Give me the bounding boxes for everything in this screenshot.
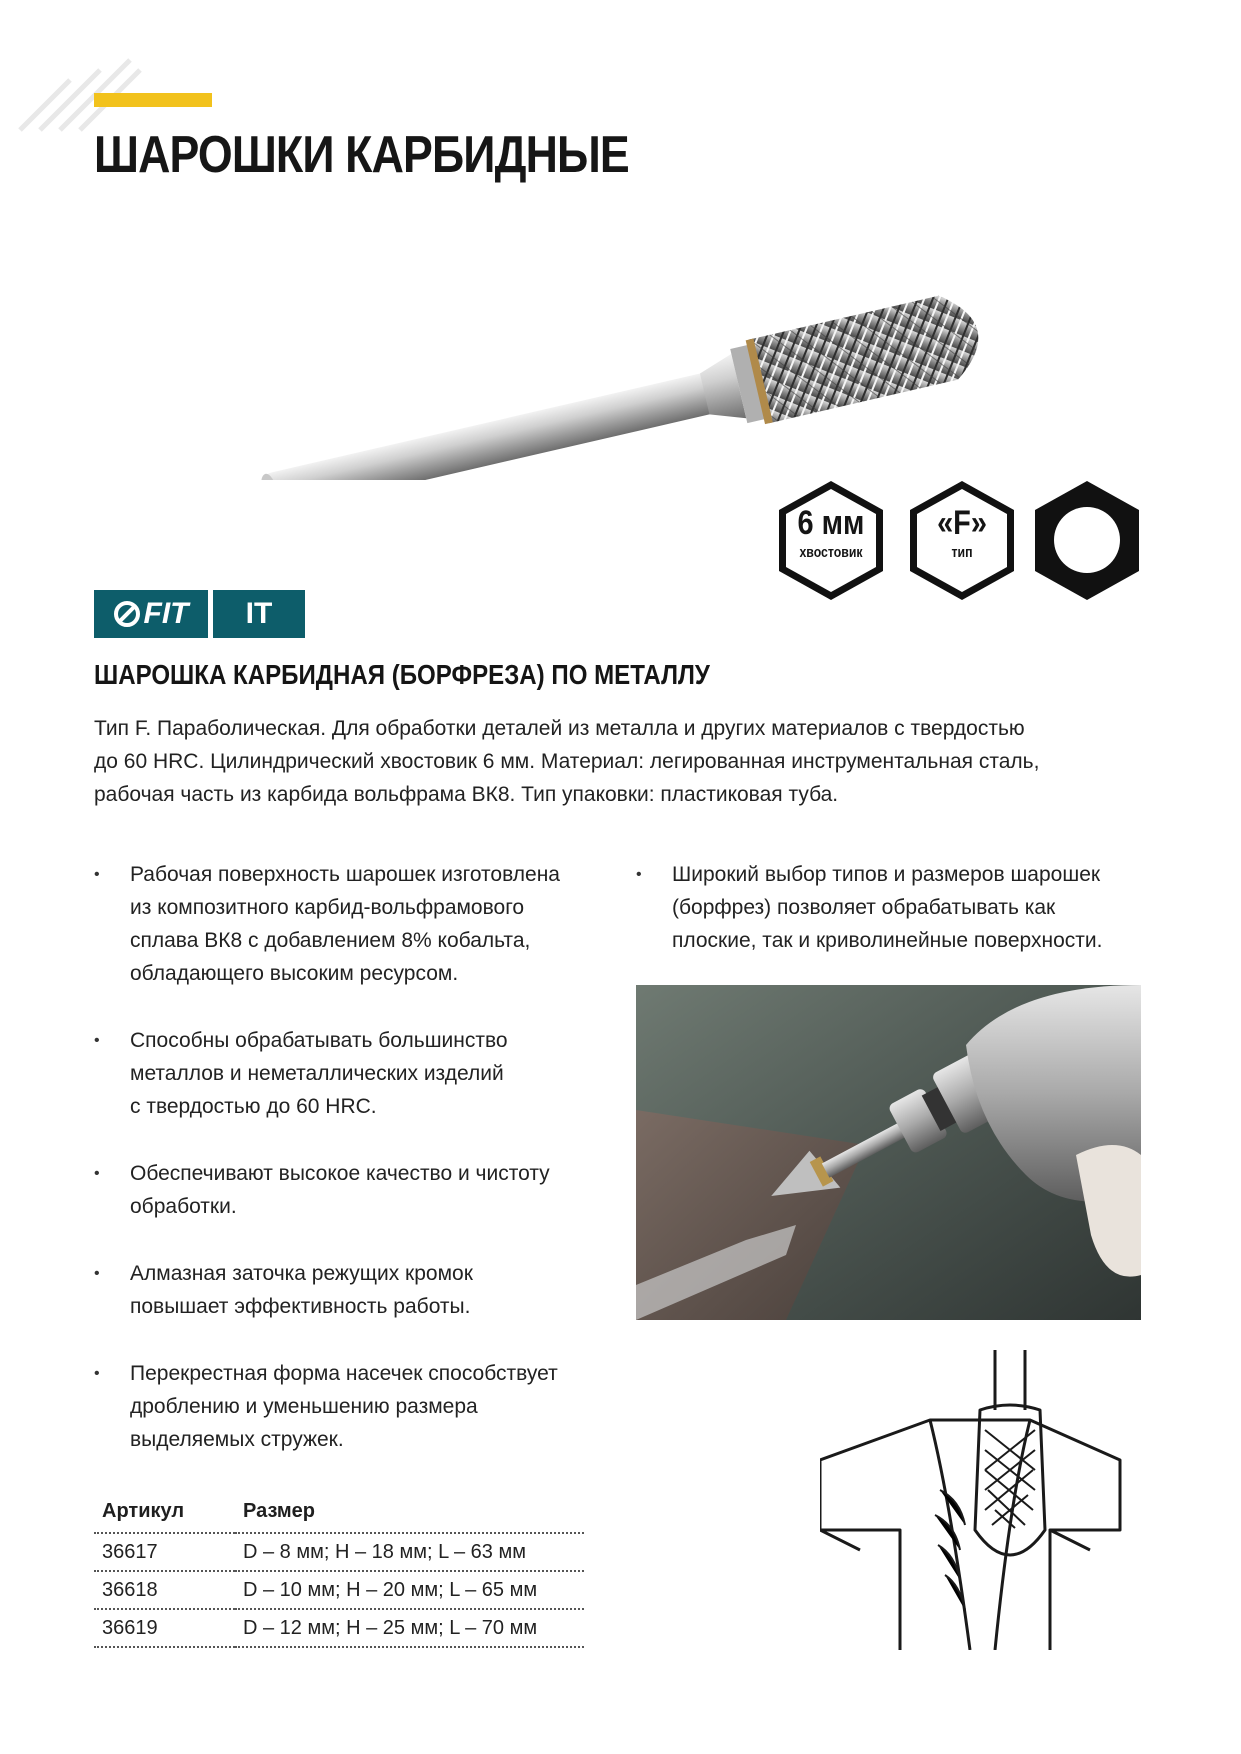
- feature-item: [94, 1357, 614, 1456]
- page-title: ШАРОШКИ КАРБИДНЫЕ: [94, 126, 629, 184]
- feature-line: • Алмазная заточка режущих кромок: [130, 1262, 473, 1285]
- column-header-size: Размер: [235, 1494, 584, 1533]
- feature-badges: [775, 478, 1150, 603]
- feature-list-right: [636, 858, 1156, 957]
- hex-shank-badge: [1031, 478, 1143, 603]
- feature-line: • Обеспечивают высокое качество и чистоту: [130, 1162, 550, 1185]
- usage-diagram: [820, 1350, 1140, 1650]
- description-line: до 60 HRC. Цилиндрический хвостовик 6 мм. Материал: легированная инструментальная сталь,: [94, 750, 1040, 773]
- feature-line: обладающего высоким ресурсом.: [130, 962, 459, 985]
- product-photo: [225, 240, 1025, 480]
- feature-line: из композитного карбид-вольфрамового: [130, 896, 525, 919]
- watermark-logo: [10, 20, 150, 140]
- badge-caption: тип: [951, 544, 973, 561]
- table-row: [94, 1571, 584, 1609]
- feature-line: выделяемых стружек.: [130, 1428, 344, 1451]
- feature-item: [94, 858, 614, 990]
- table-row: [94, 1609, 584, 1647]
- description-line: рабочая часть из карбида вольфрама ВК8. Тип упаковки: пластиковая туба.: [94, 783, 839, 806]
- fit-label: FIT: [143, 597, 189, 630]
- feature-line: с твердостью до 60 HRC.: [130, 1095, 377, 1118]
- product-subtitle: ШАРОШКА КАРБИДНАЯ (БОРФРЕЗА) ПО МЕТАЛЛУ: [94, 659, 710, 690]
- feature-line: (борфрез) позволяет обрабатывать как: [672, 896, 1056, 919]
- feature-line: • Рабочая поверхность шарошек изготовлена: [130, 863, 560, 886]
- it-label: IT: [245, 597, 273, 630]
- feature-line: сплава ВК8 с добавлением 8% кобальта,: [130, 929, 531, 952]
- feature-line: • Перекрестная форма насечек способствует: [130, 1362, 558, 1385]
- column-header-article: Артикул: [94, 1494, 235, 1533]
- table-header-row: [94, 1494, 584, 1533]
- feature-list-left: [94, 858, 614, 1490]
- it-logo: [213, 590, 305, 638]
- article-cell: 36619: [94, 1609, 235, 1647]
- product-description: [94, 712, 1144, 811]
- usage-photo: [636, 985, 1141, 1320]
- hex-shank-icon: [1031, 478, 1143, 603]
- spec-table: [94, 1494, 584, 1648]
- size-cell: D – 12 мм; H – 25 мм; L – 70 мм: [235, 1609, 584, 1647]
- brand-logos: [94, 590, 305, 638]
- shank-badge: [775, 478, 887, 603]
- feature-item: [94, 1257, 614, 1323]
- size-cell: D – 8 мм; H – 18 мм; L – 63 мм: [235, 1533, 584, 1571]
- fit-mark-icon: [114, 601, 140, 627]
- table-row: [94, 1533, 584, 1571]
- feature-line: повышает эффективность работы.: [130, 1295, 471, 1318]
- feature-line: металлов и неметаллических изделий: [130, 1062, 504, 1085]
- feature-line: плоские, так и криволинейные поверхности.: [672, 929, 1103, 952]
- accent-bar: [94, 93, 212, 107]
- feature-line: • Широкий выбор типов и размеров шарошек: [672, 863, 1101, 886]
- article-cell: 36617: [94, 1533, 235, 1571]
- badge-value: 6 мм: [797, 504, 865, 542]
- feature-item: [94, 1024, 614, 1123]
- feature-item: [94, 1157, 614, 1223]
- fit-logo: [94, 590, 208, 638]
- type-badge: [906, 478, 1018, 603]
- size-cell: D – 10 мм; H – 20 мм; L – 65 мм: [235, 1571, 584, 1609]
- badge-caption: хвостовик: [799, 544, 863, 561]
- article-cell: 36618: [94, 1571, 235, 1609]
- feature-item: [636, 858, 1156, 957]
- feature-line: обработки.: [130, 1195, 237, 1218]
- feature-line: • Способны обрабатывать большинство: [130, 1029, 508, 1052]
- badge-value: «F»: [937, 504, 987, 542]
- feature-line: дроблению и уменьшению размера: [130, 1395, 478, 1418]
- description-line: Тип F. Параболическая. Для обработки деталей из металла и других материалов с твердостью: [94, 717, 1025, 740]
